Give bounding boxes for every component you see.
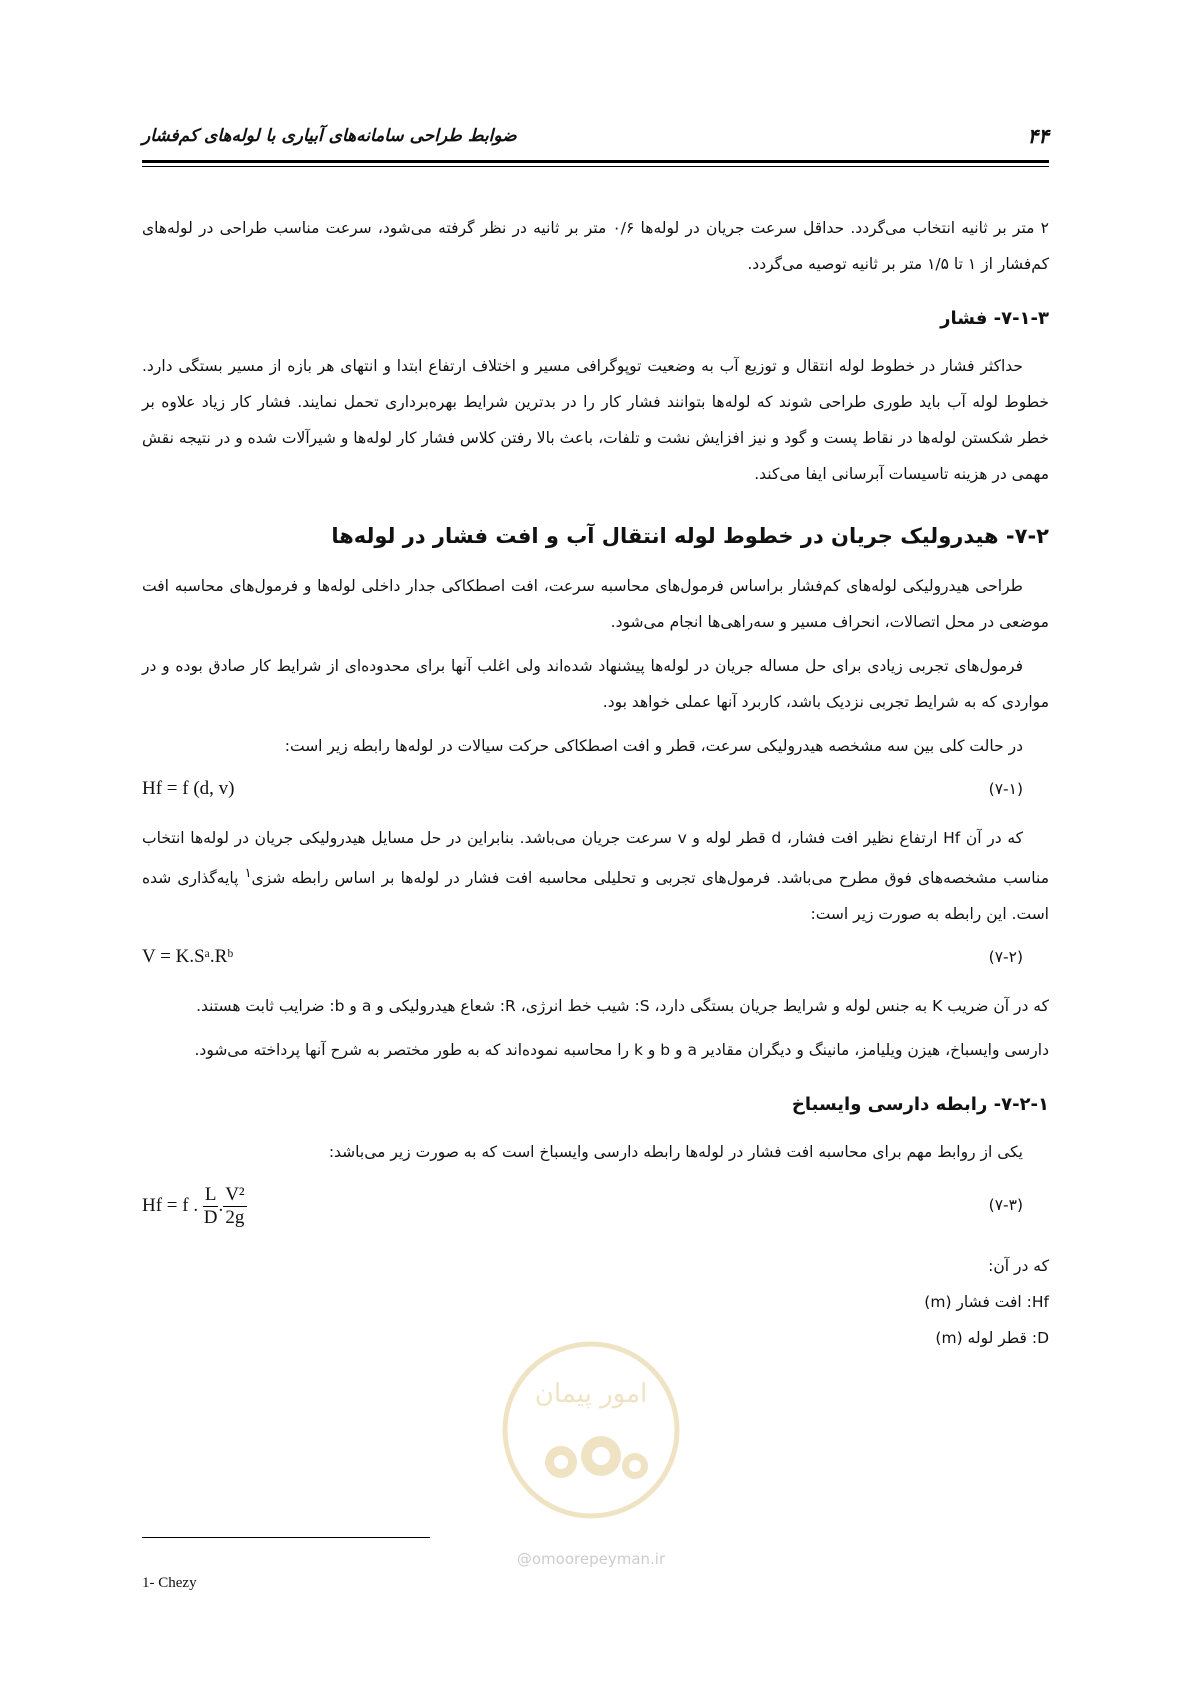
heading-pressure: ۷-۱-۳- فشار <box>940 308 1049 329</box>
fraction-l-over-d <box>203 1184 219 1229</box>
header-rule-thin <box>142 166 1049 167</box>
page-header <box>142 124 1049 152</box>
page-number: ۴۴ <box>1027 124 1049 148</box>
equation-lhs: Hf = f . <box>142 1195 199 1217</box>
equation-7-3 <box>142 1178 1049 1240</box>
definition-d: D: قطر لوله (m) <box>935 1329 1049 1348</box>
watermark-url: @omoorepeyman.ir <box>516 1550 666 1568</box>
paragraph-darcy-1: یکی از روابط مهم برای محاسبه افت فشار در لوله‌ها رابطه دارسی وایسباخ است که به صورت زیر می‌باشد: <box>328 1143 1023 1162</box>
running-title: ضوابط طراحی سامانه‌های آبیاری با لوله‌های کم‌فشار <box>142 126 517 146</box>
fraction-numerator: L <box>204 1184 217 1206</box>
equation-formula: V = K.Sᵃ.Rᵇ <box>142 946 234 968</box>
fraction-denominator: 2g <box>225 1207 245 1229</box>
definitions-intro: که در آن: <box>988 1257 1049 1276</box>
paragraph-hydraulics-6: دارسی وایسباخ، هیزن ویلیامز، مانینگ و دیگران مقادیر a و b و k را محاسبه نموده‌اند که به طور مختصر به شرح آنها پرداخته می‌شود. <box>194 1041 1049 1060</box>
equation-number: (۷-۳) <box>988 1196 1023 1215</box>
paragraph-hydraulics-1: طراحی هیدرولیکی لوله‌های کم‌فشار براساس فرمول‌های محاسبه سرعت، افت اصطکاکی جدار داخلی لوله‌ها و فرمول‌های محاسبه افت موضعی در محل اتصالات، انحراف مسیر و سه‌راهی‌ها انجام می‌شود. <box>142 577 1049 631</box>
fraction-numerator: V² <box>225 1184 245 1206</box>
fraction-v2-over-2g <box>223 1184 246 1229</box>
paragraph-hydraulics-5: که در آن ضریب K به جنس لوله و شرایط جریان بستگی دارد، S: شیب خط انرژی، R: شعاع هیدرولیکی و a و b: ضرایب ثابت هستند. <box>196 997 1049 1016</box>
paragraph-pressure: حداکثر فشار در خطوط لوله انتقال و توزیع آب به وضعیت توپوگرافی مسیر و اختلاف ارتفاع ابتدا و انتهای هر بازه از مسیر بستگی دارد. خطوط لوله آب باید طوری طراحی شوند که لوله‌ها بتوانند فشار کار را در بدترین شرایط بهره‌برداری تحمل نمایند. فشار کار زیاد علاوه بر خطر شکستن لوله‌ها در نقاط پست و گود و نیز افزایش نشت و تلفات، باعث بالا رفتن کلاس فشار کار لوله‌ها و شیرآلات شده و در نتیجه نقش مهمی در هزینه تاسیسات آبرسانی ایفا می‌کند. <box>142 357 1049 483</box>
paragraph-intro: ۲ متر بر ثانیه انتخاب می‌گردد. حداقل سرعت جریان در لوله‌ها ۰/۶ متر بر ثانیه در نظر گرفته می‌شود، سرعت مناسب طراحی در لوله‌های کم‌فشار از ۱ تا ۱/۵ متر بر ثانیه توصیه می‌گردد. <box>142 219 1049 273</box>
equation-formula: Hf = f . $\frac{L}{D}$ . $\frac{\text{V²}}{2g}$ <box>142 1184 245 1229</box>
paragraph-text: پایه‌گذاری شده است. این رابطه به صورت زیر است: <box>142 869 1049 924</box>
footnote-marker: ۱ <box>244 866 252 881</box>
page-body <box>142 210 1049 1356</box>
equation-7-1 <box>142 772 1049 812</box>
heading-darcy: ۷-۲-۱- رابطه دارسی وایسباخ <box>791 1094 1049 1116</box>
heading-hydraulics: ۷-۲- هیدرولیک جریان در خطوط لوله انتقال آب و افت فشار در لوله‌ها <box>331 524 1049 548</box>
paragraph-hydraulics-4 <box>142 820 1049 932</box>
paragraph-hydraulics-3: در حالت کلی بین سه مشخصه هیدرولیکی سرعت، قطر و افت اصطکاکی حرکت سیالات در لوله‌ها رابطه زیر است: <box>284 737 1023 755</box>
watermark-logo <box>493 1332 689 1572</box>
footnote-rule <box>142 1537 430 1538</box>
fraction-denominator: D <box>203 1207 218 1229</box>
footnote: 1- Chezy <box>142 1575 197 1591</box>
equation-7-2 <box>142 940 1049 980</box>
header-rule-thick <box>142 160 1049 163</box>
equation-formula: Hf = f (d, v) <box>142 778 235 799</box>
paragraph-hydraulics-2: فرمول‌های تجربی زیادی برای حل مساله جریان در لوله‌ها پیشنهاد شده‌اند ولی اغلب آنها برای محدوده‌ای از شرایط کار صادق بوده و در مواردی که به شرایط تجربی نزدیک باشد، کاربرد آنها عملی خواهد بود. <box>142 657 1049 711</box>
paragraph-text: که در آن Hf ارتفاع نظیر افت فشار، d قطر لوله و v سرعت جریان می‌باشد. بنابراین در حل مسایل هیدرولیکی جریان در لوله‌ها انتخاب مناسب مشخصه‌های فوق مطرح می‌باشد. فرمول‌های تجربی و تحلیلی محاسبه افت فشار در لوله‌ها بر اساس رابطه شزی <box>142 829 1049 888</box>
equation-number: (۷-۲) <box>988 948 1023 967</box>
watermark-text: امور پیمان <box>534 1379 648 1409</box>
equation-number: (۷-۱) <box>988 780 1023 798</box>
definition-hf: Hf: افت فشار (m) <box>924 1293 1049 1312</box>
